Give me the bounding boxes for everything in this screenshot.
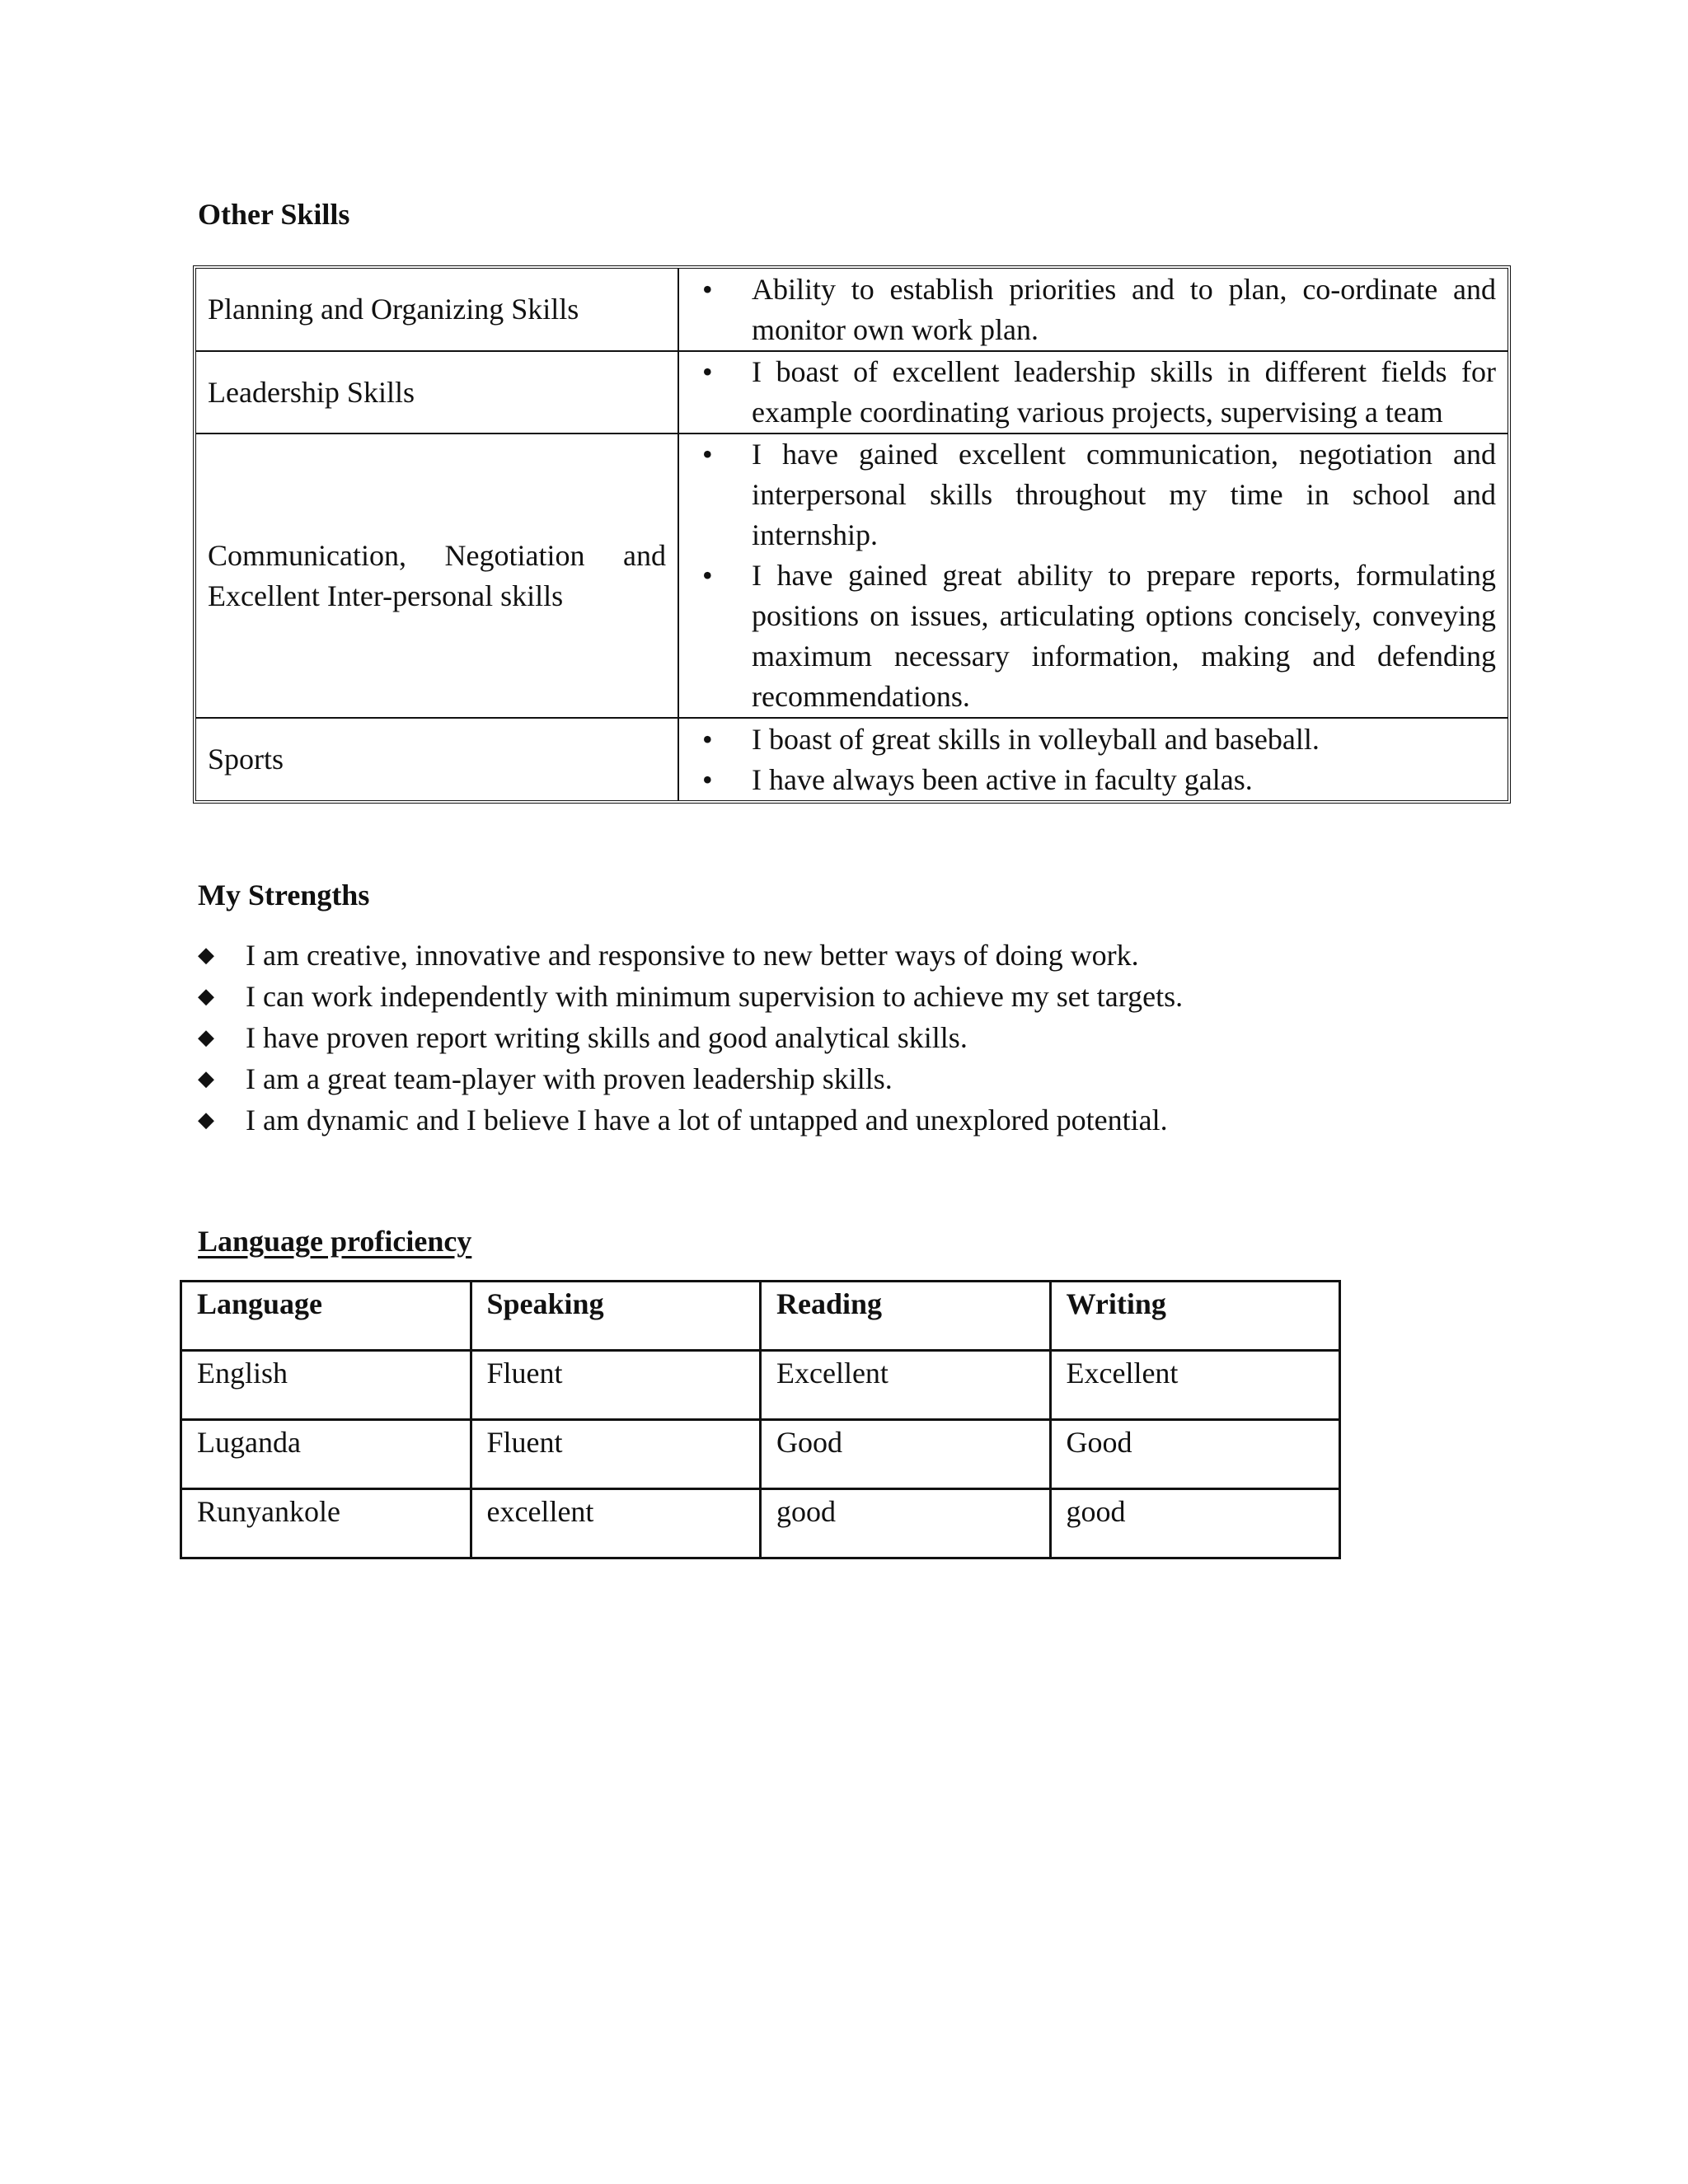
table-cell: Good <box>1050 1420 1340 1489</box>
skill-points <box>691 434 1496 717</box>
other-skills-heading: Other Skills <box>198 198 350 231</box>
strength-text: I have proven report writing skills and good analytical skills. <box>246 1021 968 1054</box>
strength-item <box>198 935 1183 976</box>
skill-description-cell <box>678 351 1507 434</box>
table-row <box>181 1489 1340 1558</box>
column-header: Writing <box>1050 1282 1340 1351</box>
skill-name-cell <box>196 434 678 718</box>
skill-row-sports <box>196 718 1507 800</box>
skill-name: Sports <box>208 743 284 776</box>
skill-name-cell <box>196 269 678 351</box>
strength-item <box>198 1017 1183 1058</box>
strengths-heading: My Strengths <box>198 879 370 912</box>
skill-point: • Ability to establish priorities and to plan, co-ordinate and monitor own work plan. <box>691 269 1496 350</box>
diamond-bullet-icon: ◆ <box>198 943 214 968</box>
table-cell: Excellent <box>761 1351 1051 1420</box>
skill-point: • I have gained excellent communication, negotiation and interpersonal skills throughout my time in school and internship. <box>691 434 1496 555</box>
skill-description-cell <box>678 434 1507 718</box>
skill-point: • I boast of excellent leadership skills in different fields for example coordinating various projects, supervising a team <box>691 352 1496 433</box>
skill-row-communication <box>196 434 1507 718</box>
language-table <box>180 1280 1341 1559</box>
table-cell: Fluent <box>471 1351 761 1420</box>
skill-description-cell <box>678 718 1507 800</box>
skill-points <box>691 352 1496 433</box>
strength-text: I am dynamic and I believe I have a lot of untapped and unexplored potential. <box>246 1104 1168 1137</box>
strengths-list <box>198 935 1183 1141</box>
skill-points <box>691 269 1496 350</box>
language-heading: Language proficiency <box>198 1225 472 1258</box>
skills-table <box>196 269 1507 800</box>
table-cell: good <box>1050 1489 1340 1558</box>
table-cell: Luganda <box>181 1420 471 1489</box>
skill-row-leadership <box>196 351 1507 434</box>
column-header: Language <box>181 1282 471 1351</box>
table-cell: English <box>181 1351 471 1420</box>
diamond-bullet-icon: ◆ <box>198 1025 214 1050</box>
table-cell: Good <box>761 1420 1051 1489</box>
table-cell: Fluent <box>471 1420 761 1489</box>
skill-name: Planning and Organizing Skills <box>208 293 579 326</box>
table-cell: Excellent <box>1050 1351 1340 1420</box>
skill-name-cell <box>196 718 678 800</box>
skill-name-cell <box>196 351 678 434</box>
column-header: Reading <box>761 1282 1051 1351</box>
skill-name: Communication, Negotiation and Excellent Inter-personal skills <box>208 538 666 612</box>
table-row <box>181 1351 1340 1420</box>
skill-point: • I have gained great ability to prepare reports, formulating positions on issues, articulating options concisely, conveying maximum necessary information, making and defending recommendations. <box>691 555 1496 717</box>
strength-item <box>198 976 1183 1017</box>
strength-item <box>198 1058 1183 1099</box>
skill-point: • I boast of great skills in volleyball and baseball. <box>691 719 1496 760</box>
skill-row-planning <box>196 269 1507 351</box>
diamond-bullet-icon: ◆ <box>198 1066 214 1091</box>
language-table-header <box>181 1282 1340 1351</box>
skill-points <box>691 719 1496 800</box>
table-cell: good <box>761 1489 1051 1558</box>
table-cell: excellent <box>471 1489 761 1558</box>
strength-text: I am a great team-player with proven leadership skills. <box>246 1062 893 1095</box>
strength-text: I am creative, innovative and responsive to new better ways of doing work. <box>246 939 1139 972</box>
table-cell: Runyankole <box>181 1489 471 1558</box>
skill-point: • I have always been active in faculty galas. <box>691 760 1496 800</box>
column-header: Speaking <box>471 1282 761 1351</box>
skill-description-cell <box>678 269 1507 351</box>
diamond-bullet-icon: ◆ <box>198 984 214 1009</box>
diamond-bullet-icon: ◆ <box>198 1108 214 1132</box>
other-skills-table <box>193 265 1511 804</box>
strength-item <box>198 1099 1183 1141</box>
table-row <box>181 1420 1340 1489</box>
skill-name: Leadership Skills <box>208 375 415 409</box>
strength-text: I can work independently with minimum supervision to achieve my set targets. <box>246 980 1184 1013</box>
